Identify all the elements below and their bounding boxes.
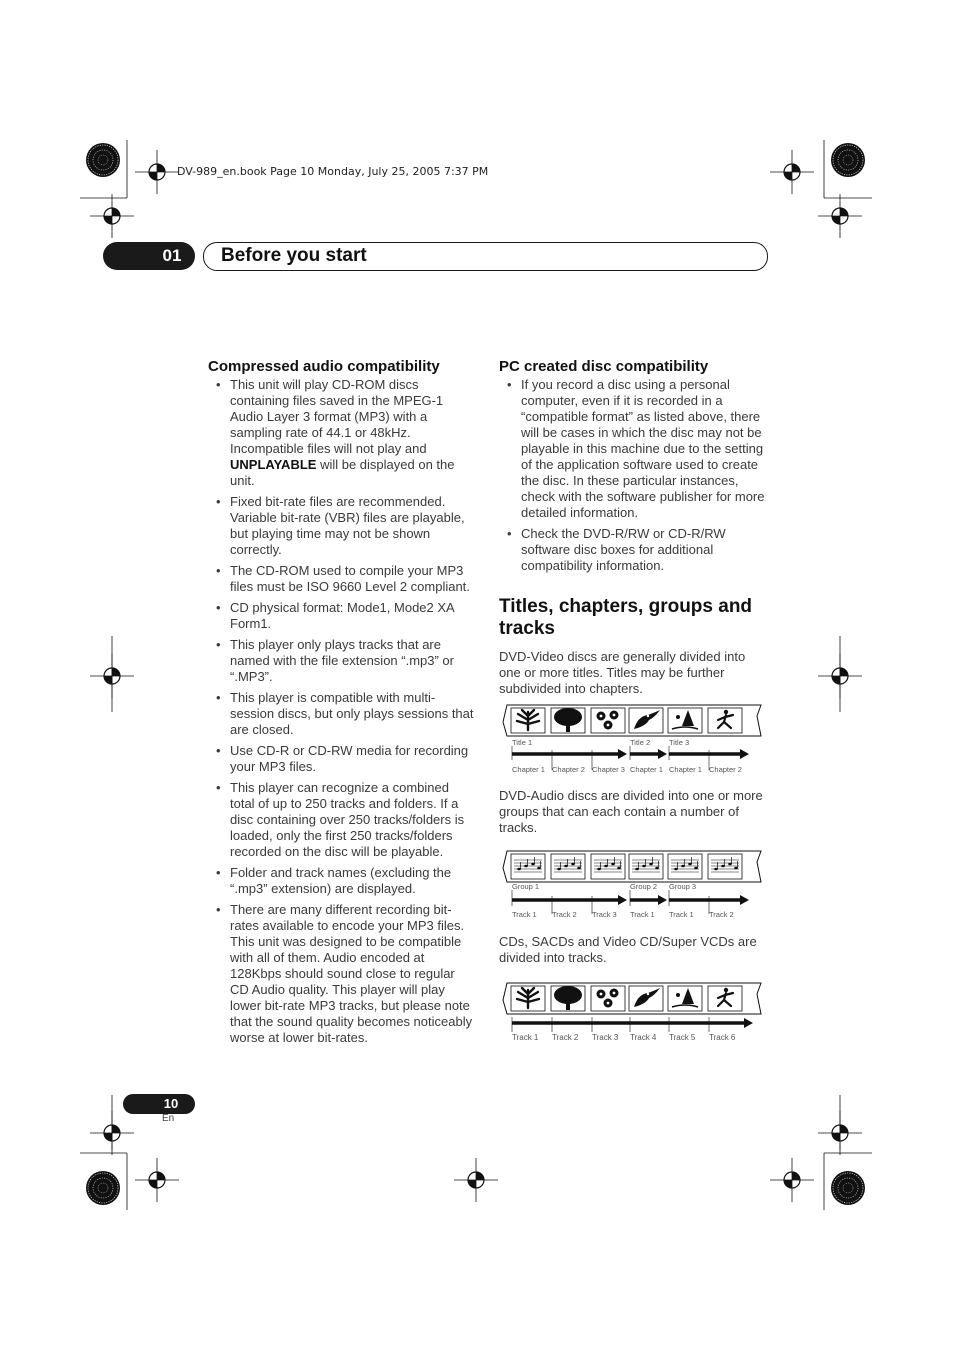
leaf-icon <box>511 708 545 733</box>
diagram-label: Title 3 <box>669 738 690 747</box>
section-heading: Compressed audio compatibility <box>208 358 440 375</box>
diagram-label: Chapter 2 <box>552 765 585 774</box>
titles-section <box>499 596 769 697</box>
corner-starburst-tl <box>86 143 120 177</box>
diagram-label: Group 3 <box>669 882 697 891</box>
list-item: • Check the DVD-R/RW or CD-R/RW software disc boxes for additional compatibility information. <box>499 526 769 574</box>
music-score-icon <box>591 854 625 879</box>
toucan-icon <box>629 708 663 733</box>
music-score-icon <box>629 854 663 879</box>
diagram-label: Track 2 <box>552 1033 579 1042</box>
list-item: • This unit will play CD-ROM discs containing files saved in the MPEG-1 Audio Layer 3 format (MP3) with a sampling rate of 44.1 or 48kHz. Incompatible files will not play and UNPLAYABLE will be displayed on the unit. <box>208 377 476 489</box>
list-item: • If you record a disc using a personal computer, even if it is recorded in a “compatible format” as listed above, there will be cases in which the disc may not be playable in this machine due to the setting of the application software used to create the disc. In these particular instances, check with the software publisher for more detailed information. <box>499 377 769 521</box>
diagram-label: Title 2 <box>630 738 651 747</box>
music-score-icon <box>551 854 585 879</box>
diagram-label: Track 1 <box>512 1033 539 1042</box>
dvd-audio-paragraph: DVD-Audio discs are divided into one or more groups that can each contain a number of tracks. <box>499 788 763 835</box>
skater-icon <box>708 708 742 733</box>
corner-starburst-bl <box>86 1171 120 1205</box>
diagram-label: Chapter 3 <box>592 765 625 774</box>
compressed-audio-section <box>208 358 476 1051</box>
list-item: • This player only plays tracks that are named with the file extension “.mp3” or “.MP3”. <box>208 637 476 685</box>
diagram-label: Chapter 1 <box>630 765 663 774</box>
list-item: • Folder and track names (excluding the “.mp3” extension) are displayed. <box>208 865 476 897</box>
list-item: • Use CD-R or CD-RW media for recording your MP3 files. <box>208 743 476 775</box>
diagram-label: Track 3 <box>592 1033 619 1042</box>
cd-tracks-diagram <box>499 978 769 1048</box>
dvd-video-paragraph: DVD-Video discs are generally divided into one or more titles. Titles may be further subdivided into chapters. <box>499 649 746 696</box>
list-item: • This player is compatible with multi-session discs, but only plays sessions that are closed. <box>208 690 476 738</box>
flowers-icon <box>591 986 625 1011</box>
diagram-label: Track 1 <box>669 910 694 919</box>
titles-heading: Titles, chapters, groups and tracks <box>499 596 753 639</box>
diagram-label: Group 1 <box>512 882 540 891</box>
diagram-label: Track 4 <box>630 1033 657 1042</box>
pc-disc-section <box>499 358 769 579</box>
bullet-list <box>499 377 769 574</box>
music-score-icon <box>668 854 702 879</box>
windsurfer-icon <box>668 708 702 733</box>
diagram-label: Track 1 <box>512 910 537 919</box>
diagram-label: Chapter 1 <box>669 765 702 774</box>
tree-icon <box>551 708 585 733</box>
list-item: • There are many different recording bit-rates available to encode your MP3 files. This unit was designed to be compatible with all of them. Audio encoded at 128Kbps should sound close to regular CD Audio quality. This player will play lower bit-rate MP3 tracks, but please note that the sound quality becomes noticeably worse at lower bit-rates. <box>208 902 476 1046</box>
skater-icon <box>708 986 742 1011</box>
windsurfer-icon <box>668 986 702 1011</box>
flowers-icon <box>591 708 625 733</box>
music-score-icon <box>708 854 742 879</box>
tree-icon <box>551 986 585 1011</box>
page-number: 10 <box>163 1096 179 1111</box>
list-item: • The CD-ROM used to compile your MP3 files must be ISO 9660 Level 2 compliant. <box>208 563 476 595</box>
dvd-audio-diagram <box>499 846 769 926</box>
diagram-label: Track 2 <box>552 910 577 919</box>
diagram-label: Track 6 <box>709 1033 736 1042</box>
diagram-label: Chapter 2 <box>709 765 742 774</box>
list-item: • This player can recognize a combined total of up to 250 tracks and folders. If a disc containing over 250 tracks/folders is loaded, only the first 250 tracks/folders recorded on the disc will be playable. <box>208 780 476 860</box>
leaf-icon <box>511 986 545 1011</box>
cd-paragraph: CDs, SACDs and Video CD/Super VCDs are divided into tracks. <box>499 934 757 965</box>
chapter-title: Before you start <box>221 245 367 266</box>
diagram-label: Track 5 <box>669 1033 696 1042</box>
diagram-label: Title 1 <box>512 738 533 747</box>
corner-starburst-tr <box>831 143 865 177</box>
bullet-list <box>208 377 476 1046</box>
list-item: • CD physical format: Mode1, Mode2 XA Form1. <box>208 600 476 632</box>
page-language: En <box>162 1113 175 1124</box>
dvd-video-diagram <box>499 700 769 780</box>
chapter-number: 01 <box>162 246 182 265</box>
diagram-label: Track 3 <box>592 910 617 919</box>
file-header: DV-989_en.book Page 10 Monday, July 25, 2005 7:37 PM <box>177 165 489 178</box>
diagram-label: Track 1 <box>630 910 655 919</box>
diagram-label: Chapter 1 <box>512 765 545 774</box>
corner-starburst-br <box>831 1171 865 1205</box>
toucan-icon <box>629 986 663 1011</box>
music-score-icon <box>511 854 545 879</box>
diagram-label: Track 2 <box>709 910 734 919</box>
list-item: • Fixed bit-rate files are recommended. Variable bit-rate (VBR) files are playable, but playing time may not be shown correctly. <box>208 494 476 558</box>
section-heading: PC created disc compatibility <box>499 358 709 375</box>
diagram-label: Group 2 <box>630 882 658 891</box>
